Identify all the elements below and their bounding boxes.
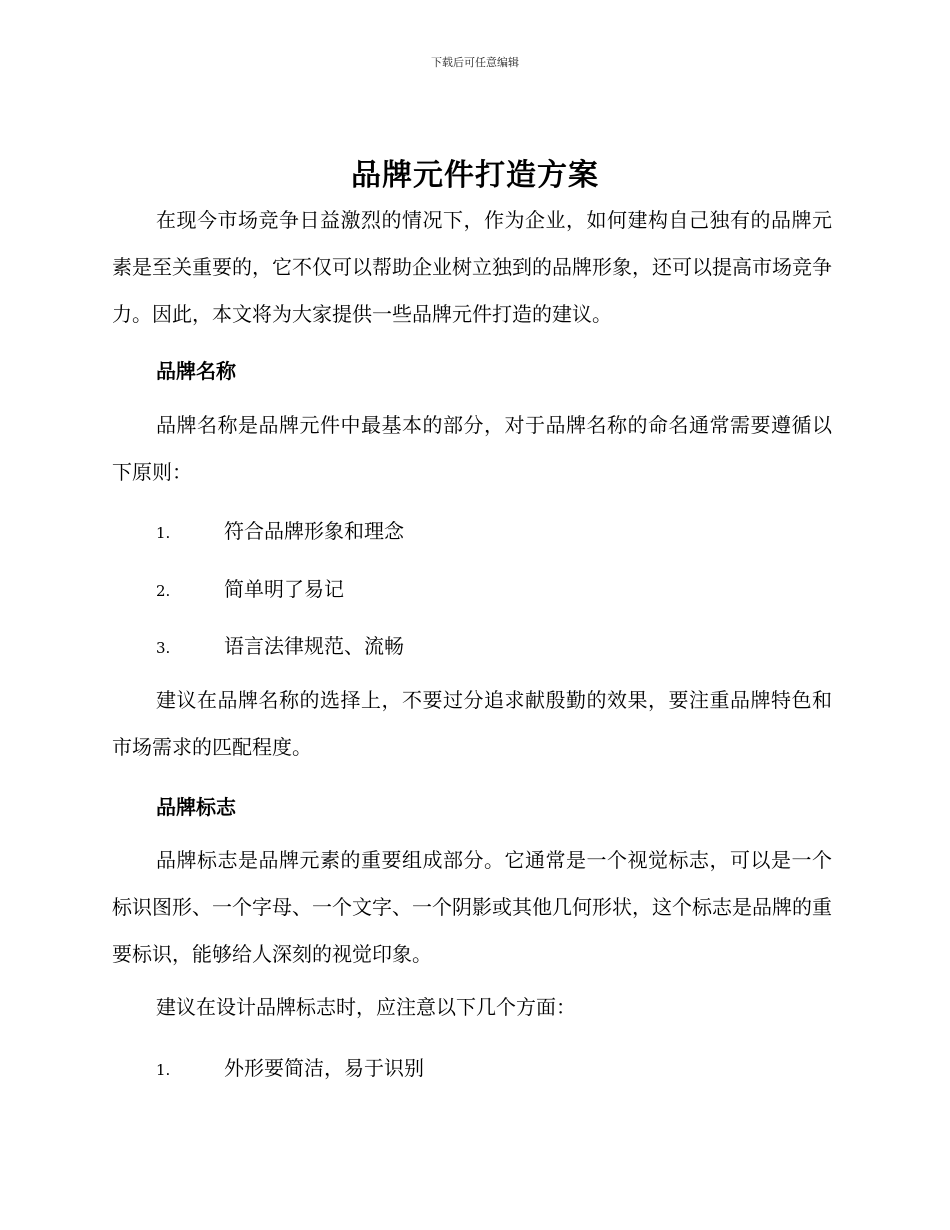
section-heading-brand-logo: 品牌标志	[156, 795, 236, 819]
brand-name-advice-paragraph: 建议在品牌名称的选择上，不要过分追求献殷勤的效果，要注重品牌特色和市场需求的匹配程度。	[112, 688, 832, 759]
brand-logo-paragraph: 品牌标志是品牌元素的重要组成部分。它通常是一个视觉标志，可以是一个标识图形、一个字母、一个文字、一个阴影或其他几何形状，这个标志是品牌的重要标识，能够给人深刻的视觉印象。	[112, 848, 832, 966]
list-item-text: 简单明了易记	[224, 577, 344, 601]
list-item-text: 外形要简洁，易于识别	[224, 1056, 424, 1080]
list-item-number: 2.	[156, 582, 171, 600]
intro-paragraph: 在现今市场竞争日益激烈的情况下，作为企业，如何建构自己独有的品牌元素是至关重要的，它不仅可以帮助企业树立独到的品牌形象，还可以提高市场竞争力。因此，本文将为大家提供一些品牌元件打造的建议。	[112, 208, 832, 326]
section-heading-brand-name: 品牌名称	[156, 359, 236, 383]
list-item	[156, 573, 344, 602]
brand-logo-advice-paragraph: 建议在设计品牌标志时，应注意以下几个方面：	[156, 995, 576, 1019]
page-header-note: 下载后可任意编辑	[431, 56, 519, 69]
brand-name-paragraph: 品牌名称是品牌元件中最基本的部分，对于品牌名称的命名通常需要遵循以下原则：	[112, 413, 832, 484]
list-item-number: 1.	[156, 524, 171, 542]
list-item-text: 符合品牌形象和理念	[224, 519, 404, 543]
list-item-number: 1.	[156, 1061, 171, 1079]
list-item-number: 3.	[156, 639, 171, 657]
list-item	[156, 1052, 424, 1081]
list-item-text: 语言法律规范、流畅	[224, 634, 404, 658]
document-title: 品牌元件打造方案	[351, 158, 599, 193]
list-item	[156, 515, 404, 544]
list-item	[156, 630, 404, 659]
